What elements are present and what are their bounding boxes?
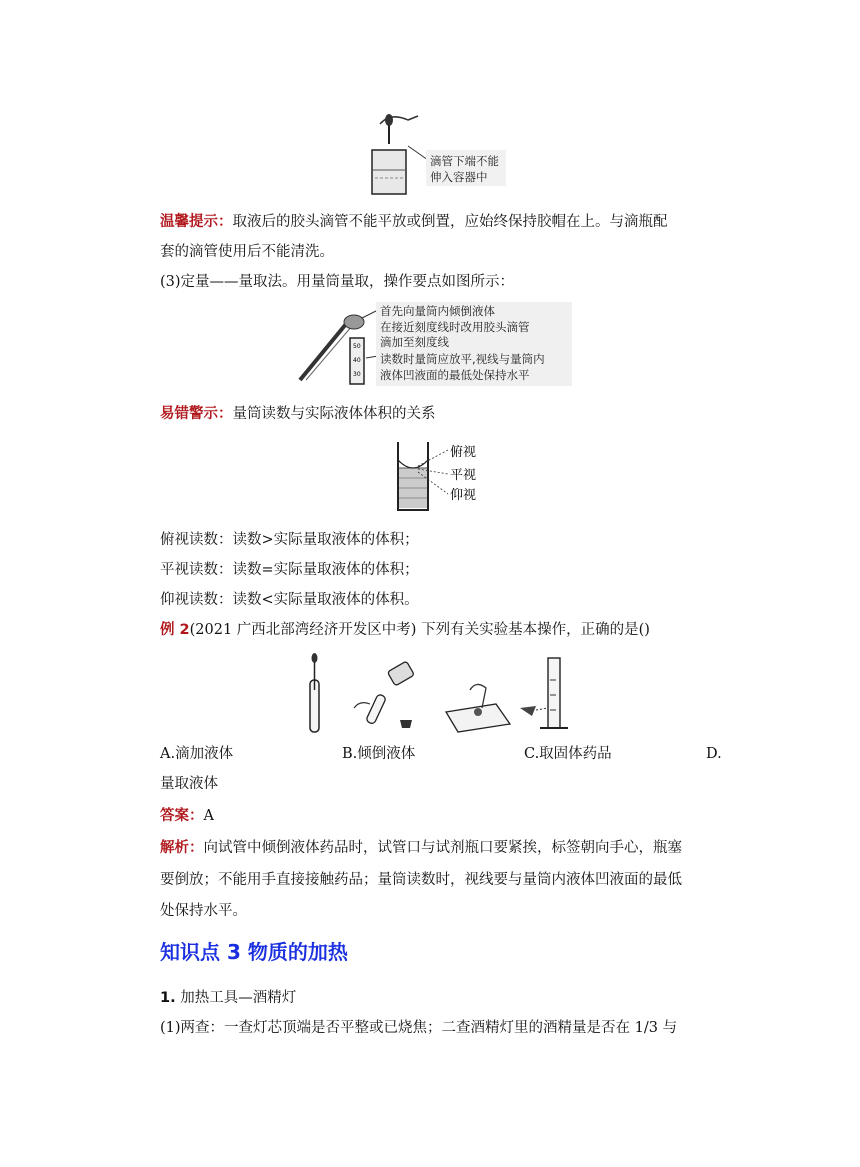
view-bottom-label: 仰视: [450, 488, 477, 503]
analysis-label: 解析：: [160, 840, 204, 856]
scale-40: 40: [353, 357, 361, 364]
warning-line: [160, 404, 436, 424]
example-text: (2021 广西北部湾经济开发区中考) 下列有关实验基本操作，正确的是(): [189, 622, 650, 638]
view-level-label: 平视: [450, 468, 477, 483]
dropper-figure: [360, 110, 520, 200]
view-top-label: 俯视: [450, 445, 477, 460]
analysis-text-1: 向试管中倾倒液体药品时，试管口与试剂瓶口要紧挨，标签朝向手心，瓶塞: [203, 840, 682, 856]
option-a: A.滴加液体: [160, 746, 234, 762]
tip-label: 温馨提示：: [160, 214, 233, 230]
dropper-label-1: 滴管下端不能: [430, 154, 499, 168]
cylinder-label-5: 液体凹液面的最低处保持水平: [380, 368, 530, 382]
option-d: D.: [706, 746, 722, 762]
option-b-drawing: [354, 661, 414, 728]
tip-text-1: 取液后的胶头滴管不能平放或倒置，应始终保持胶帽在上。与滴瓶配: [232, 214, 668, 230]
cylinder-label-4: 读数时量筒应放平,视线与量筒内: [380, 352, 545, 366]
analysis-line-1: [160, 838, 682, 858]
reading-level: 平视读数：读数=实际量取液体的体积；: [160, 562, 419, 578]
section-heading: 知识点 3 物质的加热: [160, 940, 348, 964]
heat-line-1: (1)两查：一查灯芯顶端是否平整或已烧焦；二查酒精灯里的酒精量是否在 1/3 与: [160, 1020, 678, 1036]
tip-line-2: 套的滴管使用后不能清洗。: [160, 244, 334, 260]
item-3-text: (3)定量——量取法。用量筒量取，操作要点如图所示：: [160, 274, 515, 290]
analysis-line-3: 处保持水平。: [160, 903, 247, 919]
cylinder-steps-figure: [296, 300, 576, 388]
example-line: [160, 620, 650, 640]
tip-line-1: [160, 212, 668, 232]
operations-figure: [300, 650, 570, 736]
dropper-label-2: 伸入容器中: [430, 170, 488, 184]
option-d-continued: 量取液体: [160, 776, 218, 792]
analysis-line-2: 要倒放；不能用手直接接触药品；量筒读数时，视线要与量筒内液体凹液面的最低: [160, 872, 682, 888]
option-c: C.取固体药品: [524, 746, 612, 762]
reading-top: 俯视读数：读数>实际量取液体的体积；: [160, 532, 419, 548]
scale-50: 50: [353, 343, 361, 350]
reading-bottom: 仰视读数：读数<实际量取液体的体积。: [160, 592, 419, 608]
scale-30: 30: [353, 371, 361, 378]
option-c-drawing: [446, 684, 510, 732]
answer-value: A: [203, 808, 214, 824]
reading-views-figure: [392, 438, 492, 514]
answer-line: [160, 806, 214, 826]
cylinder-label-1: 首先向量筒内倾倒液体: [380, 304, 495, 318]
cylinder-label-3: 滴加至刻度线: [380, 335, 449, 349]
example-label: 例 2: [160, 622, 190, 638]
warning-text: 量筒读数与实际液体体积的关系: [232, 406, 436, 422]
option-d-drawing: [520, 658, 568, 728]
warning-label: 易错警示：: [160, 406, 233, 422]
heat-title: [160, 988, 296, 1008]
heat-title-number: 1.: [160, 990, 176, 1006]
option-b: B.倾倒液体: [342, 746, 416, 762]
answer-label: 答案：: [160, 808, 204, 824]
option-a-drawing: [310, 653, 319, 732]
cylinder-label-2: 在接近刻度线时改用胶头滴管: [380, 320, 530, 334]
heat-title-text: 加热工具—酒精灯: [180, 990, 297, 1006]
